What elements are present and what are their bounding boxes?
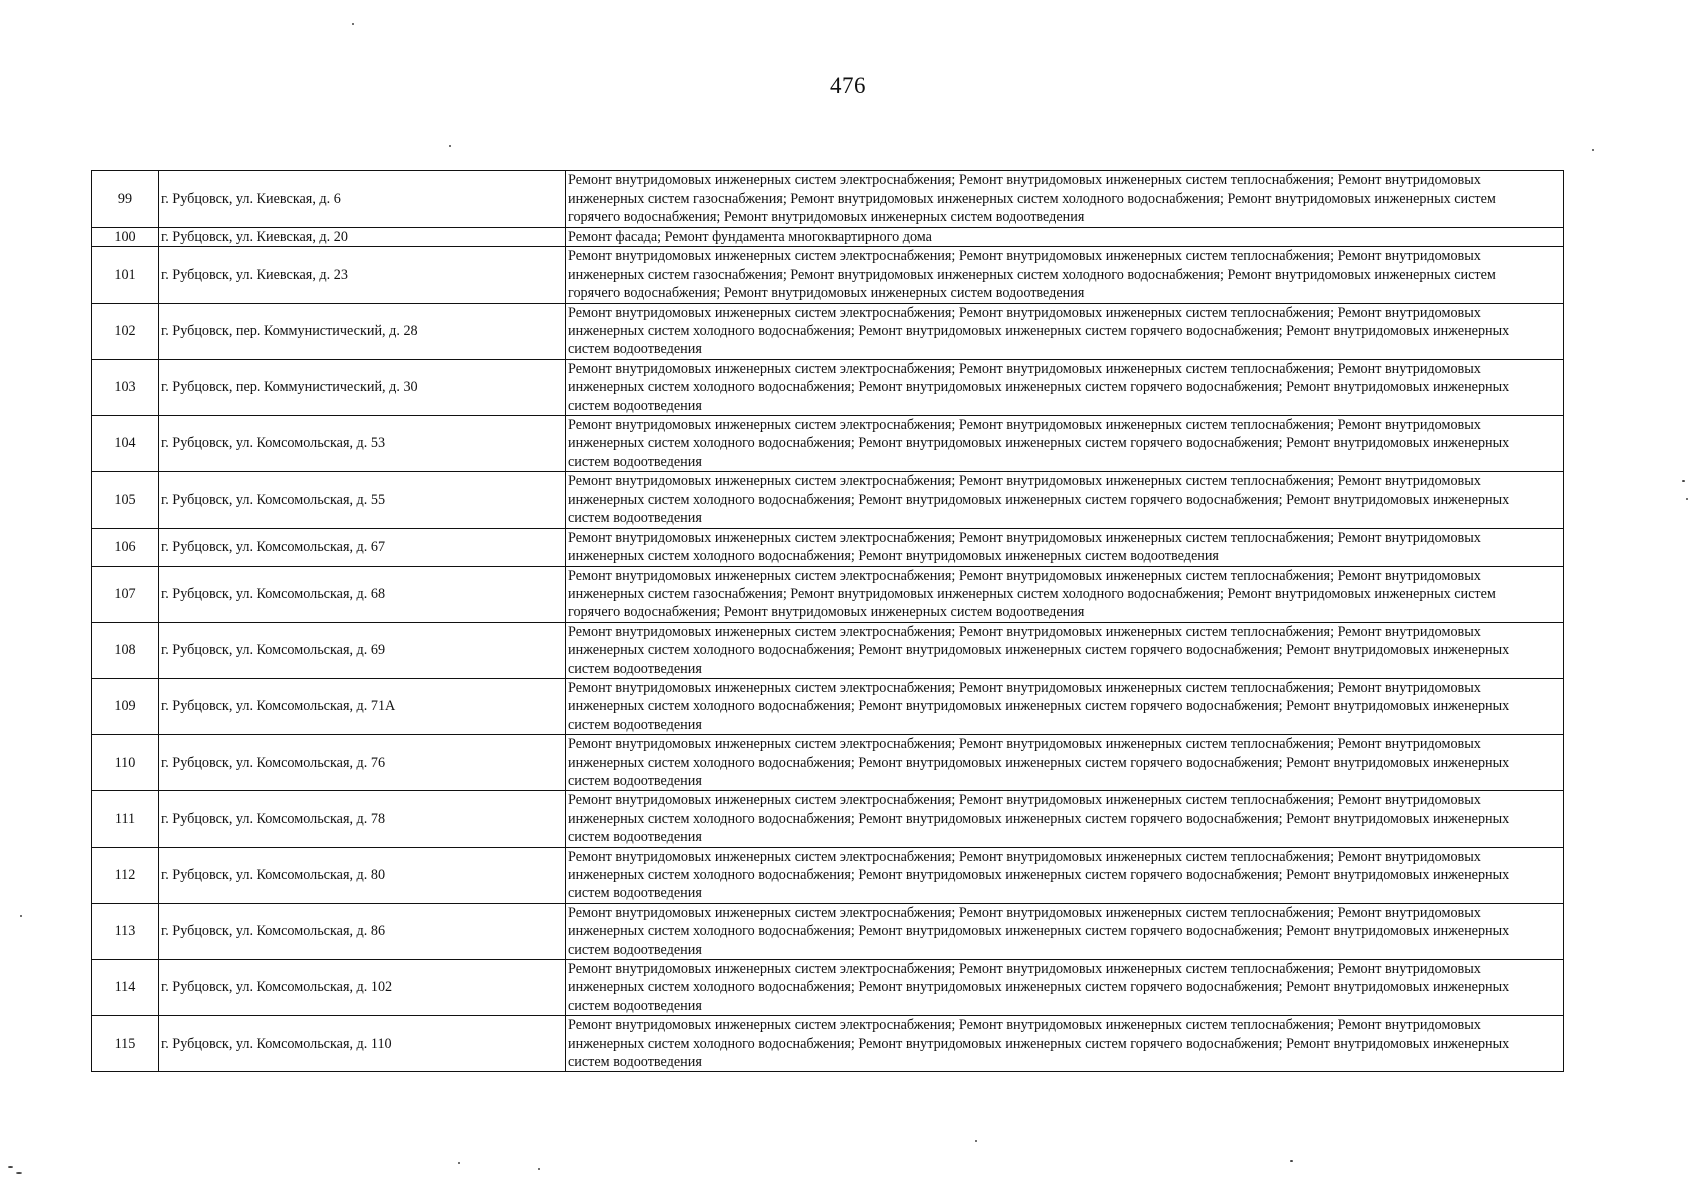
works-text: Ремонт внутридомовых инженерных систем электроснабжения; Ремонт внутридомовых инженерных систем теплоснабжения; Ремонт внутридомовых инженерных систем холодного водоснабжения; Ремонт внутридомовых инженерных систем горячего водоснабжения; Ремонт внутридомовых инженерных систем водоотведения bbox=[568, 736, 1510, 789]
address-cell: г. Рубцовск, ул. Комсомольская, д. 102 bbox=[159, 960, 566, 1016]
address-cell: г. Рубцовск, ул. Комсомольская, д. 76 bbox=[159, 735, 566, 791]
address-cell: г. Рубцовск, ул. Комсомольская, д. 53 bbox=[159, 416, 566, 472]
repair-works-table bbox=[91, 170, 1564, 1072]
table-row bbox=[92, 528, 1564, 566]
scan-speck bbox=[20, 915, 22, 917]
table-row bbox=[92, 303, 1564, 359]
works-cell bbox=[566, 791, 1564, 847]
address-cell: г. Рубцовск, ул. Комсомольская, д. 67 bbox=[159, 528, 566, 566]
works-text: Ремонт внутридомовых инженерных систем электроснабжения; Ремонт внутридомовых инженерных систем теплоснабжения; Ремонт внутридомовых инженерных систем холодного водоснабжения; Ремонт внутридомовых инженерных систем водоотведения bbox=[568, 529, 1481, 564]
scan-speck bbox=[458, 1162, 460, 1164]
address-cell: г. Рубцовск, ул. Комсомольская, д. 78 bbox=[159, 791, 566, 847]
row-number-cell: 110 bbox=[92, 735, 159, 791]
works-cell bbox=[566, 472, 1564, 528]
works-text: Ремонт внутридомовых инженерных систем электроснабжения; Ремонт внутридомовых инженерных систем теплоснабжения; Ремонт внутридомовых инженерных систем холодного водоснабжения; Ремонт внутридомовых инженерных систем горячего водоснабжения; Ремонт внутридомовых инженерных систем водоотведения bbox=[568, 417, 1510, 470]
address-cell: г. Рубцовск, ул. Комсомольская, д. 71А bbox=[159, 678, 566, 734]
works-text: Ремонт фасада; Ремонт фундамента многоквартирного дома bbox=[568, 229, 932, 245]
address-cell: г. Рубцовск, ул. Комсомольская, д. 80 bbox=[159, 847, 566, 903]
table-row bbox=[92, 903, 1564, 959]
table-row bbox=[92, 566, 1564, 622]
address-cell: г. Рубцовск, ул. Комсомольская, д. 86 bbox=[159, 903, 566, 959]
works-text: Ремонт внутридомовых инженерных систем электроснабжения; Ремонт внутридомовых инженерных систем теплоснабжения; Ремонт внутридомовых инженерных систем холодного водоснабжения; Ремонт внутридомовых инженерных систем горячего водоснабжения; Ремонт внутридомовых инженерных систем водоотведения bbox=[568, 623, 1510, 677]
works-cell bbox=[566, 228, 1564, 247]
row-number-cell: 112 bbox=[92, 847, 159, 903]
works-text: Ремонт внутридомовых инженерных систем электроснабжения; Ремонт внутридомовых инженерных систем теплоснабжения; Ремонт внутридомовых инженерных систем холодного водоснабжения; Ремонт внутридомовых инженерных систем горячего водоснабжения; Ремонт внутридомовых инженерных систем водоотведения bbox=[568, 679, 1510, 733]
works-text: Ремонт внутридомовых инженерных систем электроснабжения; Ремонт внутридомовых инженерных систем теплоснабжения; Ремонт внутридомовых инженерных систем холодного водоснабжения; Ремонт внутридомовых инженерных систем горячего водоснабжения; Ремонт внутридомовых инженерных систем водоотведения bbox=[568, 1017, 1510, 1071]
works-cell bbox=[566, 416, 1564, 472]
table-row bbox=[92, 228, 1564, 247]
scan-speck bbox=[352, 23, 354, 25]
table-row bbox=[92, 247, 1564, 303]
works-text: Ремонт внутридомовых инженерных систем электроснабжения; Ремонт внутридомовых инженерных систем теплоснабжения; Ремонт внутридомовых инженерных систем холодного водоснабжения; Ремонт внутридомовых инженерных систем горячего водоснабжения; Ремонт внутридомовых инженерных систем водоотведения bbox=[568, 792, 1510, 846]
scan-speck bbox=[1290, 1160, 1293, 1162]
row-number-cell: 101 bbox=[92, 247, 159, 303]
address-cell: г. Рубцовск, ул. Киевская, д. 6 bbox=[159, 171, 566, 228]
works-cell bbox=[566, 566, 1564, 622]
address-cell: г. Рубцовск, ул. Комсомольская, д. 69 bbox=[159, 622, 566, 678]
row-number-cell: 106 bbox=[92, 528, 159, 566]
address-cell: г. Рубцовск, ул. Комсомольская, д. 55 bbox=[159, 472, 566, 528]
scan-speck bbox=[449, 145, 451, 147]
scan-speck bbox=[8, 1166, 13, 1168]
page-number: 476 bbox=[830, 73, 866, 98]
address-cell: г. Рубцовск, ул. Комсомольская, д. 68 bbox=[159, 566, 566, 622]
works-text: Ремонт внутридомовых инженерных систем электроснабжения; Ремонт внутридомовых инженерных систем теплоснабжения; Ремонт внутридомовых инженерных систем газоснабжения; Ремонт внутридомовых инженерных систем холодного водоснабжения; Ремонт внутридомовых инженерных систем горячего водоснабжения; Ремонт внутридомовых инженерных систем водоотведения bbox=[568, 567, 1496, 621]
row-number-cell: 99 bbox=[92, 171, 159, 228]
works-cell bbox=[566, 735, 1564, 791]
works-cell bbox=[566, 528, 1564, 566]
works-text: Ремонт внутридомовых инженерных систем электроснабжения; Ремонт внутридомовых инженерных систем теплоснабжения; Ремонт внутридомовых инженерных систем газоснабжения; Ремонт внутридомовых инженерных систем холодного водоснабжения; Ремонт внутридомовых инженерных систем горячего водоснабжения; Ремонт внутридомовых инженерных систем водоотведения bbox=[568, 248, 1496, 302]
scan-speck bbox=[1686, 498, 1688, 500]
table-row bbox=[92, 472, 1564, 528]
works-cell bbox=[566, 1016, 1564, 1072]
row-number-cell: 107 bbox=[92, 566, 159, 622]
table-body bbox=[92, 171, 1564, 1072]
works-cell bbox=[566, 847, 1564, 903]
works-text: Ремонт внутридомовых инженерных систем электроснабжения; Ремонт внутридомовых инженерных систем теплоснабжения; Ремонт внутридомовых инженерных систем газоснабжения; Ремонт внутридомовых инженерных систем холодного водоснабжения; Ремонт внутридомовых инженерных систем горячего водоснабжения; Ремонт внутридомовых инженерных систем водоотведения bbox=[568, 172, 1496, 226]
scan-speck bbox=[1592, 149, 1594, 151]
works-cell bbox=[566, 678, 1564, 734]
row-number-cell: 115 bbox=[92, 1016, 159, 1072]
works-text: Ремонт внутридомовых инженерных систем электроснабжения; Ремонт внутридомовых инженерных систем теплоснабжения; Ремонт внутридомовых инженерных систем холодного водоснабжения; Ремонт внутридомовых инженерных систем горячего водоснабжения; Ремонт внутридомовых инженерных систем водоотведения bbox=[568, 360, 1510, 414]
address-cell: г. Рубцовск, пер. Коммунистический, д. 30 bbox=[159, 359, 566, 415]
scan-speck bbox=[16, 1172, 22, 1174]
address-cell: г. Рубцовск, пер. Коммунистический, д. 28 bbox=[159, 303, 566, 359]
works-text: Ремонт внутридомовых инженерных систем электроснабжения; Ремонт внутридомовых инженерных систем теплоснабжения; Ремонт внутридомовых инженерных систем холодного водоснабжения; Ремонт внутридомовых инженерных систем горячего водоснабжения; Ремонт внутридомовых инженерных систем водоотведения bbox=[568, 848, 1510, 902]
table-row bbox=[92, 1016, 1564, 1072]
table-row bbox=[92, 791, 1564, 847]
works-text: Ремонт внутридомовых инженерных систем электроснабжения; Ремонт внутридомовых инженерных систем теплоснабжения; Ремонт внутридомовых инженерных систем холодного водоснабжения; Ремонт внутридомовых инженерных систем горячего водоснабжения; Ремонт внутридомовых инженерных систем водоотведения bbox=[568, 304, 1510, 358]
address-cell: г. Рубцовск, ул. Комсомольская, д. 110 bbox=[159, 1016, 566, 1072]
works-text: Ремонт внутридомовых инженерных систем электроснабжения; Ремонт внутридомовых инженерных систем теплоснабжения; Ремонт внутридомовых инженерных систем холодного водоснабжения; Ремонт внутридомовых инженерных систем горячего водоснабжения; Ремонт внутридомовых инженерных систем водоотведения bbox=[568, 904, 1510, 958]
table-row bbox=[92, 416, 1564, 472]
row-number-cell: 108 bbox=[92, 622, 159, 678]
row-number-cell: 114 bbox=[92, 960, 159, 1016]
table-row bbox=[92, 359, 1564, 415]
row-number-cell: 100 bbox=[92, 228, 159, 247]
works-cell bbox=[566, 903, 1564, 959]
scan-speck bbox=[975, 1140, 977, 1142]
row-number-cell: 103 bbox=[92, 359, 159, 415]
works-cell bbox=[566, 247, 1564, 303]
works-text: Ремонт внутридомовых инженерных систем электроснабжения; Ремонт внутридомовых инженерных систем теплоснабжения; Ремонт внутридомовых инженерных систем холодного водоснабжения; Ремонт внутридомовых инженерных систем горячего водоснабжения; Ремонт внутридомовых инженерных систем водоотведения bbox=[568, 961, 1510, 1014]
table-row bbox=[92, 678, 1564, 734]
scan-speck bbox=[538, 1168, 540, 1170]
works-cell bbox=[566, 622, 1564, 678]
address-cell: г. Рубцовск, ул. Киевская, д. 23 bbox=[159, 247, 566, 303]
row-number-cell: 105 bbox=[92, 472, 159, 528]
works-cell bbox=[566, 303, 1564, 359]
table-row bbox=[92, 171, 1564, 228]
table-row bbox=[92, 960, 1564, 1016]
works-cell bbox=[566, 359, 1564, 415]
works-text: Ремонт внутридомовых инженерных систем электроснабжения; Ремонт внутридомовых инженерных систем теплоснабжения; Ремонт внутридомовых инженерных систем холодного водоснабжения; Ремонт внутридомовых инженерных систем горячего водоснабжения; Ремонт внутридомовых инженерных систем водоотведения bbox=[568, 473, 1510, 527]
works-cell bbox=[566, 171, 1564, 228]
table-row bbox=[92, 622, 1564, 678]
row-number-cell: 102 bbox=[92, 303, 159, 359]
scan-speck bbox=[1682, 480, 1685, 482]
row-number-cell: 113 bbox=[92, 903, 159, 959]
row-number-cell: 109 bbox=[92, 678, 159, 734]
row-number-cell: 104 bbox=[92, 416, 159, 472]
table-row bbox=[92, 735, 1564, 791]
table-row bbox=[92, 847, 1564, 903]
works-cell bbox=[566, 960, 1564, 1016]
row-number-cell: 111 bbox=[92, 791, 159, 847]
address-cell: г. Рубцовск, ул. Киевская, д. 20 bbox=[159, 228, 566, 247]
